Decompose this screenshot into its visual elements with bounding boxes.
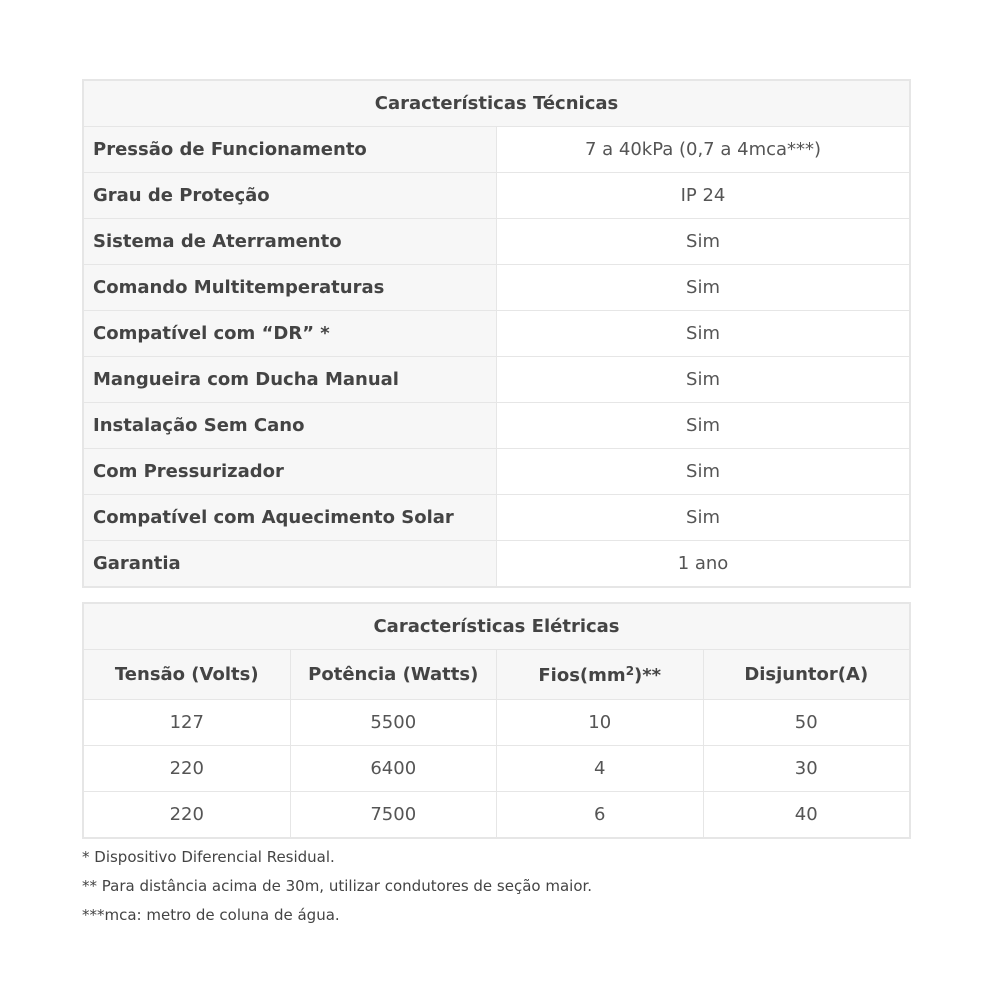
cell-potencia: 5500 <box>290 700 497 746</box>
footnotes <box>82 843 592 930</box>
row-label: Compatível com Aquecimento Solar <box>84 495 497 541</box>
table-row <box>84 541 910 587</box>
column-header-fios <box>497 650 704 700</box>
table-row <box>84 219 910 265</box>
table-row <box>84 449 910 495</box>
column-header-disjuntor: Disjuntor(A) <box>703 650 910 700</box>
row-label: Garantia <box>84 541 497 587</box>
table-row <box>84 127 910 173</box>
cell-fios: 4 <box>497 746 704 792</box>
cell-disjuntor: 40 <box>703 792 910 838</box>
row-label: Pressão de Funcionamento <box>84 127 497 173</box>
table-row <box>84 792 910 838</box>
fios-header-superscript: 2 <box>625 663 635 678</box>
cell-potencia: 6400 <box>290 746 497 792</box>
footnote-distance: ** Para distância acima de 30m, utilizar condutores de seção maior. <box>82 877 593 895</box>
row-value: 1 ano <box>497 541 910 587</box>
table-row <box>84 700 910 746</box>
cell-fios: 6 <box>497 792 704 838</box>
table-row <box>84 746 910 792</box>
row-value: 7 a 40kPa (0,7 a 4mca***) <box>497 127 910 173</box>
technical-characteristics-table <box>82 79 911 588</box>
electrical-characteristics-table <box>82 602 911 839</box>
table-row <box>84 403 910 449</box>
cell-tensao: 220 <box>84 792 291 838</box>
footnote-mca: ***mca: metro de coluna de água. <box>82 906 340 924</box>
row-value: Sim <box>497 495 910 541</box>
column-header-potencia: Potência (Watts) <box>290 650 497 700</box>
fios-header-prefix: Fios(mm <box>538 664 626 686</box>
row-label: Comando Multitemperaturas <box>84 265 497 311</box>
row-value: Sim <box>497 357 910 403</box>
fios-header-suffix: )** <box>634 664 662 686</box>
cell-disjuntor: 30 <box>703 746 910 792</box>
row-label: Instalação Sem Cano <box>84 403 497 449</box>
row-value: Sim <box>497 265 910 311</box>
row-value: IP 24 <box>497 173 910 219</box>
technical-table-title: Características Técnicas <box>84 81 910 127</box>
table-row <box>84 265 910 311</box>
row-value: Sim <box>497 403 910 449</box>
table-row <box>84 495 910 541</box>
row-label: Com Pressurizador <box>84 449 497 495</box>
cell-potencia: 7500 <box>290 792 497 838</box>
row-label: Grau de Proteção <box>84 173 497 219</box>
table-row <box>84 173 910 219</box>
table-header-row <box>84 650 910 700</box>
row-label: Compatível com “DR” * <box>84 311 497 357</box>
cell-disjuntor: 50 <box>703 700 910 746</box>
row-value: Sim <box>497 219 910 265</box>
footnote-dr: * Dispositivo Diferencial Residual. <box>82 848 335 866</box>
electrical-table-title: Características Elétricas <box>84 604 910 650</box>
row-label: Mangueira com Ducha Manual <box>84 357 497 403</box>
cell-fios: 10 <box>497 700 704 746</box>
cell-tensao: 127 <box>84 700 291 746</box>
row-value: Sim <box>497 449 910 495</box>
row-label: Sistema de Aterramento <box>84 219 497 265</box>
table-row <box>84 357 910 403</box>
column-header-tensao: Tensão (Volts) <box>84 650 291 700</box>
table-row <box>84 311 910 357</box>
row-value: Sim <box>497 311 910 357</box>
cell-tensao: 220 <box>84 746 291 792</box>
